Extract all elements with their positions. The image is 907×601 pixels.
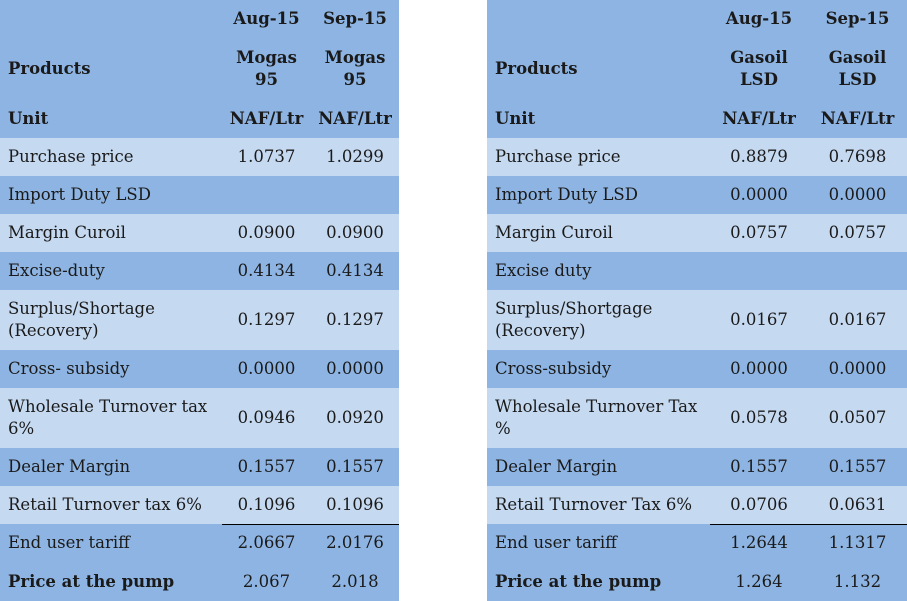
month-header: Sep-15: [808, 0, 907, 38]
row-value: 0.0578: [710, 388, 808, 448]
row-label: Dealer Margin: [0, 448, 222, 486]
row-value: 0.0706: [710, 486, 808, 524]
row-value: 0.7698: [808, 138, 907, 176]
row-value: 0.0900: [311, 214, 399, 252]
gasoil-price-table-panel: [487, 0, 907, 601]
pump-price-value: 2.018: [311, 562, 399, 601]
row-value: 0.0757: [808, 214, 907, 252]
table-row: [0, 214, 399, 252]
row-value: 0.1557: [222, 448, 311, 486]
row-label: End user tariff: [487, 524, 710, 562]
table-row: [0, 350, 399, 388]
row-value: 1.1317: [808, 524, 907, 562]
row-value: 1.2644: [710, 524, 808, 562]
month-header: Aug-15: [222, 0, 311, 38]
row-value: 0.0000: [710, 176, 808, 214]
products-label: Products: [0, 38, 222, 100]
row-value: 0.0000: [710, 350, 808, 388]
unit-value: NAF/Ltr: [808, 100, 907, 138]
row-value: 0.1096: [311, 486, 399, 524]
products-header-row: [487, 38, 907, 100]
row-label: Surplus/Shortgage (Recovery): [487, 290, 710, 350]
row-label: Excise-duty: [0, 252, 222, 290]
month-header-row: [0, 0, 399, 38]
row-value: 0.1557: [311, 448, 399, 486]
table-row: [487, 214, 907, 252]
table-row: [0, 388, 399, 448]
unit-label: Unit: [487, 100, 710, 138]
row-label: Retail Turnover Tax 6%: [487, 486, 710, 524]
row-value: 0.0946: [222, 388, 311, 448]
end-user-tariff-row: [487, 524, 907, 562]
row-label: Import Duty LSD: [0, 176, 222, 214]
product-name: Gasoil LSD: [808, 38, 907, 100]
row-value: [710, 252, 808, 290]
pump-price-value: 2.067: [222, 562, 311, 601]
table-row: [487, 138, 907, 176]
row-label: Wholesale Turnover Tax %: [487, 388, 710, 448]
row-value: 0.1096: [222, 486, 311, 524]
table-row: [487, 350, 907, 388]
row-label: Purchase price: [487, 138, 710, 176]
month-header: Aug-15: [710, 0, 808, 38]
products-header-row: [0, 38, 399, 100]
product-name: Gasoil LSD: [710, 38, 808, 100]
pump-price-row: [487, 562, 907, 601]
unit-value: NAF/Ltr: [710, 100, 808, 138]
pump-price-label: Price at the pump: [487, 562, 710, 601]
row-value: 0.1557: [808, 448, 907, 486]
product-name: Mogas 95: [311, 38, 399, 100]
table-row: [0, 448, 399, 486]
row-value: 2.0667: [222, 524, 311, 562]
pump-price-value: 1.264: [710, 562, 808, 601]
row-value: 0.0507: [808, 388, 907, 448]
row-label: Cross-subsidy: [487, 350, 710, 388]
table-row: [487, 290, 907, 350]
table-row: [0, 290, 399, 350]
row-value: [311, 176, 399, 214]
table-row: [487, 486, 907, 524]
row-value: 0.0000: [808, 176, 907, 214]
row-value: 1.0299: [311, 138, 399, 176]
row-value: [808, 252, 907, 290]
table-row: [0, 252, 399, 290]
table-row: [487, 448, 907, 486]
table-row: [487, 388, 907, 448]
row-label: Purchase price: [0, 138, 222, 176]
row-value: 0.8879: [710, 138, 808, 176]
row-label: Retail Turnover tax 6%: [0, 486, 222, 524]
table-row: [0, 176, 399, 214]
row-value: 0.0900: [222, 214, 311, 252]
row-value: 0.0167: [710, 290, 808, 350]
row-value: 0.0757: [710, 214, 808, 252]
row-value: 1.0737: [222, 138, 311, 176]
end-user-tariff-row: [0, 524, 399, 562]
row-label: Margin Curoil: [0, 214, 222, 252]
row-value: 0.0000: [311, 350, 399, 388]
unit-header-row: [487, 100, 907, 138]
gasoil-price-table: [487, 0, 907, 601]
unit-value: NAF/Ltr: [222, 100, 311, 138]
row-value: 2.0176: [311, 524, 399, 562]
row-value: 0.0167: [808, 290, 907, 350]
month-header-row: [487, 0, 907, 38]
row-value: 0.1297: [222, 290, 311, 350]
row-value: 0.0920: [311, 388, 399, 448]
unit-value: NAF/Ltr: [311, 100, 399, 138]
row-value: 0.1297: [311, 290, 399, 350]
pump-price-value: 1.132: [808, 562, 907, 601]
month-header: Sep-15: [311, 0, 399, 38]
pump-price-row: [0, 562, 399, 601]
table-row: [487, 252, 907, 290]
row-label: Wholesale Turnover tax 6%: [0, 388, 222, 448]
row-value: 0.4134: [311, 252, 399, 290]
product-name: Mogas 95: [222, 38, 311, 100]
table-row: [487, 176, 907, 214]
row-label: End user tariff: [0, 524, 222, 562]
pump-price-label: Price at the pump: [0, 562, 222, 601]
row-value: 0.0631: [808, 486, 907, 524]
table-row: [0, 486, 399, 524]
row-label: Cross- subsidy: [0, 350, 222, 388]
row-value: 0.1557: [710, 448, 808, 486]
products-label: Products: [487, 38, 710, 100]
row-value: [222, 176, 311, 214]
table-row: [0, 138, 399, 176]
row-value: 0.4134: [222, 252, 311, 290]
mogas-price-table: [0, 0, 399, 601]
row-label: Import Duty LSD: [487, 176, 710, 214]
row-label: Dealer Margin: [487, 448, 710, 486]
unit-header-row: [0, 100, 399, 138]
unit-label: Unit: [0, 100, 222, 138]
row-label: Excise duty: [487, 252, 710, 290]
row-label: Surplus/Shortage (Recovery): [0, 290, 222, 350]
row-value: 0.0000: [222, 350, 311, 388]
mogas-price-table-panel: [0, 0, 399, 601]
row-label: Margin Curoil: [487, 214, 710, 252]
row-value: 0.0000: [808, 350, 907, 388]
